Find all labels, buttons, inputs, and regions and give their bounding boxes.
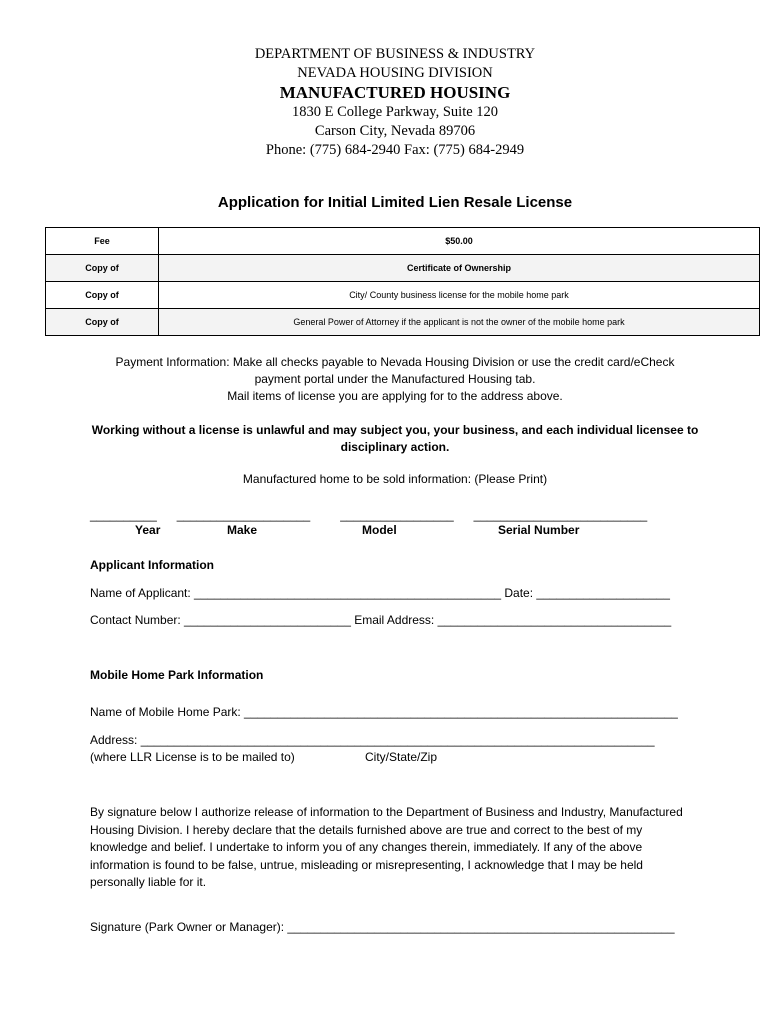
- serial-number-label: Serial Number: [498, 523, 580, 537]
- home-info-label: Manufactured home to be sold information: (Please Print): [242, 472, 548, 486]
- requirement-business-license: City/ County business license for the mobile home park: [159, 282, 760, 309]
- applicant-heading: Applicant Information: [90, 558, 214, 572]
- home-info-blanks[interactable]: __________ ____________________ _________________ __________________________: [90, 508, 648, 522]
- table-row: [46, 282, 760, 309]
- address-note: (where LLR License is to be mailed to): [90, 750, 295, 764]
- city-state-zip-label: City/State/Zip: [365, 750, 438, 764]
- header-program: MANUFACTURED HOUSING: [279, 83, 511, 102]
- contact-email-field[interactable]: Contact Number: _________________________ Email Address: ___________________________________: [90, 613, 672, 627]
- warning-line-2: disciplinary action.: [340, 440, 450, 454]
- requirement-label: Copy of: [46, 255, 159, 282]
- fee-label: Fee: [46, 228, 159, 255]
- make-label: Make: [227, 523, 258, 537]
- payment-line-1: Payment Information: Make all checks payable to Nevada Housing Division or use the credit card/eCheck: [115, 355, 675, 369]
- header-city: Carson City, Nevada 89706: [314, 123, 476, 139]
- fee-amount: $50.00: [159, 228, 760, 255]
- payment-line-2: payment portal under the Manufactured Housing tab.: [254, 372, 536, 386]
- declaration-paragraph: By signature below I authorize release of information to the Department of Business and Industry, Manufactured Housing Division. I hereby declare that the details furnished above are true and correct to the best of my knowledge and belief. I undertake to inform you of any changes therein, immediately. If any of the above information is found to be false, untrue, misleading or misrepresenting, I acknowledge that I may be held personally liable for it.: [90, 805, 683, 889]
- payment-line-3: Mail items of license you are applying for to the address above.: [227, 389, 563, 403]
- header-department: DEPARTMENT OF BUSINESS & INDUSTRY: [254, 46, 536, 62]
- header-street: 1830 E College Parkway, Suite 120: [291, 104, 499, 120]
- table-row: [46, 255, 760, 282]
- warning-line-1: Working without a license is unlawful and may subject you, your business, and each individual licensee to: [91, 423, 699, 437]
- requirement-label: Copy of: [46, 282, 159, 309]
- requirement-label: Copy of: [46, 309, 159, 336]
- park-heading: Mobile Home Park Information: [90, 668, 264, 682]
- park-name-field[interactable]: Name of Mobile Home Park: _________________________________________________________________: [90, 705, 678, 719]
- model-label: Model: [362, 523, 397, 537]
- applicant-name-field[interactable]: Name of Applicant: ______________________________________________ Date: ____________________: [90, 586, 670, 600]
- form-title: Application for Initial Limited Lien Resale License: [217, 194, 573, 211]
- requirement-certificate: Certificate of Ownership: [159, 255, 760, 282]
- table-row: [46, 309, 760, 336]
- requirement-power-of-attorney: General Power of Attorney if the applicant is not the owner of the mobile home park: [159, 309, 760, 336]
- signature-field[interactable]: Signature (Park Owner or Manager): __________________________________________________________: [90, 920, 675, 934]
- table-row: [46, 228, 760, 255]
- fee-requirements-table: [45, 227, 760, 336]
- agency-header: [0, 45, 770, 160]
- header-division: NEVADA HOUSING DIVISION: [297, 65, 493, 81]
- header-phone: Phone: (775) 684-2940 Fax: (775) 684-2949: [265, 142, 525, 158]
- year-label: Year: [135, 523, 161, 537]
- address-field[interactable]: Address: _____________________________________________________________________________: [90, 733, 655, 747]
- payment-info: [60, 354, 730, 405]
- warning-notice: [60, 422, 730, 456]
